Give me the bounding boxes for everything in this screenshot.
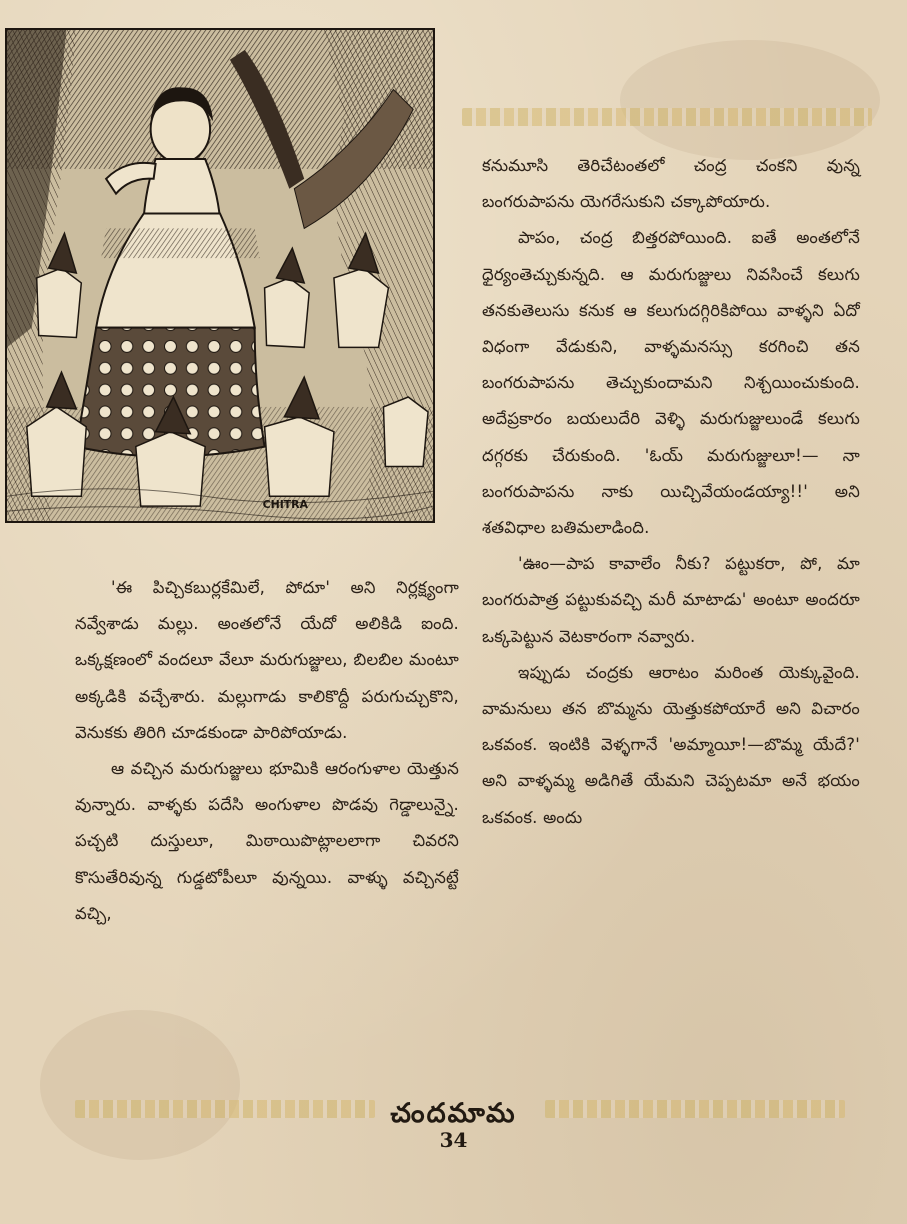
- paragraph: ఇప్పుడు చంద్రకు ఆరాటం మరింత యెక్కువైంది. వామనులు తన బొమ్మను యెత్తుకపోయారే అని విచారం ఒకవంక. ఇంటికి వెళ్ళగానే 'అమ్మాయీ!—బొమ్మ యేదే?' అని వాళ్ళమ్మ అడిగితే యేమని చెప్పటమా అనే భయం ఒకవంక. అందు: [482, 662, 860, 827]
- paper-stain: [620, 40, 880, 160]
- paragraph: 'ఈ పిచ్చికబుర్లకేమిలే, పోదూ' అని నిర్లక్ష్యంగా నవ్వేశాడు మల్లు. అంతలోనే యేదో అలికిడి ఐంది. ఒక్కక్షణంలో వందలూ వేలూ మరుగుజ్జులు, బిలబిల మంటూ అక్కడికి వచ్చేశారు. మల్లుగాడు కాలికొద్దీ పరుగుచ్చుకొని, వెనుకకు తిరిగి చూడకుండా పారిపోయాడు.: [75, 578, 459, 742]
- paragraph: పాపం, చంద్ర బిత్తరపోయింది. ఐతే అంతలోనే ధైర్యంతెచ్చుకున్నది. ఆ మరుగుజ్జులు నివసించే కలుగు తనకుతెలుసు కనుక ఆ కలుగుదగ్గిరికిపోయి వాళ్ళని ఏదో విధంగా వేడుకుని, వాళ్ళమనస్సు కరగించి తన బంగరుపాపను తెచ్చుకుందామని నిశ్చయించుకుంది. అదేప్రకారం బయలుదేరి వెళ్ళి మరుగుజ్జులుండే కలుగు దగ్గరకు చేరుకుంది. 'ఓయ్ మరుగుజ్జులూ!— నా బంగరుపాపను నాకు యిచ్చివేయండయ్యా!!' అని శతవిధాల బతిమలాడింది.: [482, 228, 860, 538]
- paragraph: 'ఊం—పాప కావాలేం నీకు? పట్టుకరా, పో, మా బంగరుపాత్ర పట్టుకువచ్చి మరీ మాటాడు' అంటూ అందరూ ఒక్కపెట్టున వెటకారంగా నవ్వారు.: [482, 554, 860, 646]
- artist-signature: CHITRA: [262, 498, 308, 512]
- top-ornament-border: [462, 108, 872, 126]
- page-number: 34: [439, 1128, 468, 1152]
- illustration-drawing: [7, 30, 433, 521]
- magazine-title: చందమామ: [390, 1098, 517, 1129]
- paragraph: కనుమూసి తెరిచేటంతలో చంద్ర చంకని వున్న బంగరుపాపను యెగరేసుకుని చక్కాపోయారు.: [482, 156, 860, 212]
- left-text-column: [75, 570, 459, 932]
- story-illustration: [5, 28, 435, 523]
- right-text-column: [482, 148, 860, 836]
- paragraph: ఆ వచ్చిన మరుగుజ్జులు భూమికి ఆరంగుళాల యెత్తున వున్నారు. వాళ్ళకు పదేసి అంగుళాల పొడవు గెడ్డాలున్నై. పచ్చటి దుస్తులూ, మిఠాయిపొట్లాలలాగా చివరని కొసుతేరివున్న గుడ్డటోపీలూ వున్నయి. వాళ్ళు వచ్చినట్టే వచ్చి,: [75, 759, 459, 923]
